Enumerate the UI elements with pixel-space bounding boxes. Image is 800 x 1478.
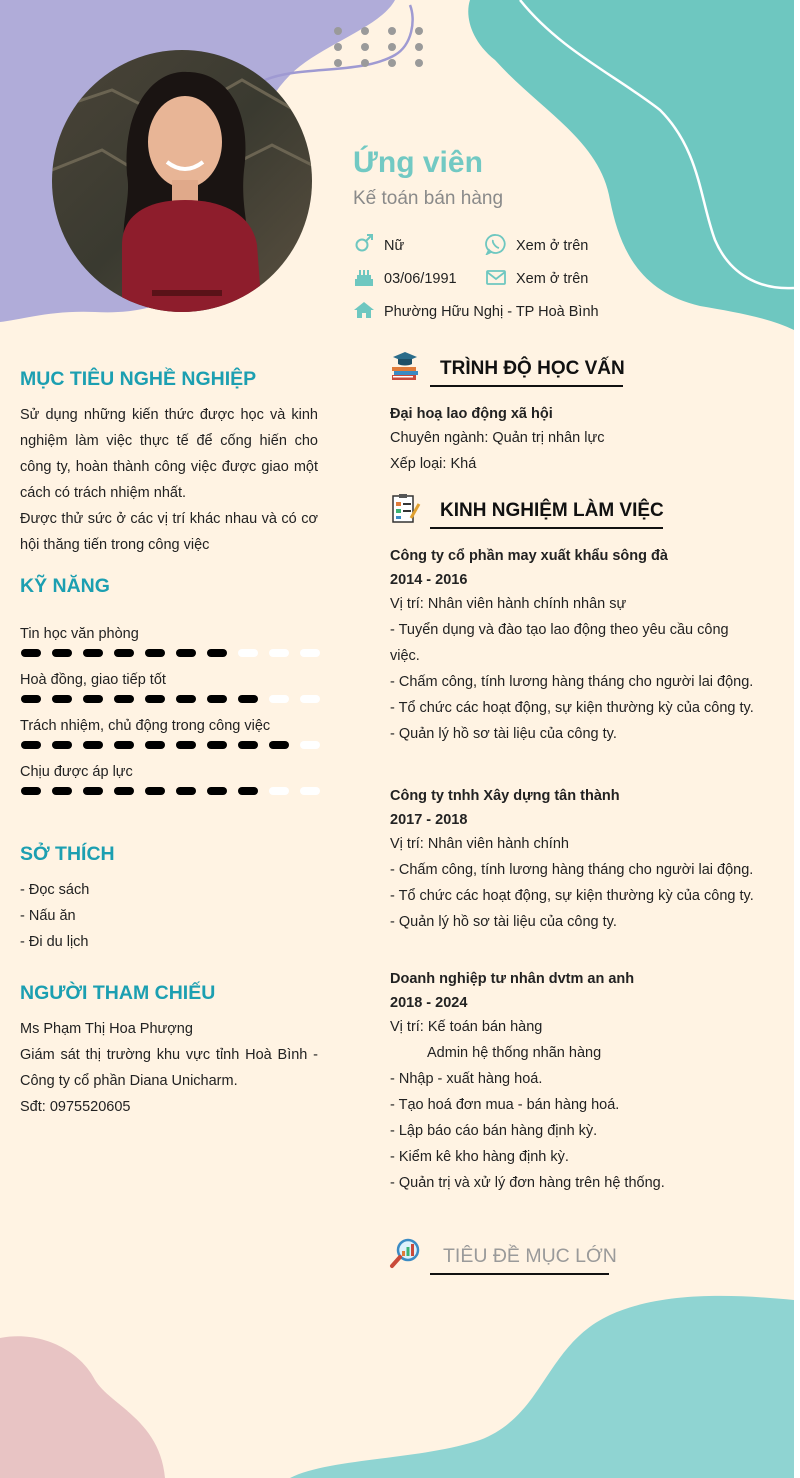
- job-line: - Tạo hoá đơn mua - bán hàng hoá.: [390, 1097, 620, 1113]
- skill-dot-filled: [207, 741, 227, 749]
- reference-role: Công ty cổ phần Diana Unicharm.: [20, 1073, 238, 1089]
- company-name: Công ty tnhh Xây dựng tân thành: [390, 788, 620, 804]
- job-line: Vị trí: Nhân viên hành chính nhân sự: [390, 596, 627, 612]
- skill-dot-empty: [300, 649, 320, 657]
- grade: Xếp loại: Khá: [390, 456, 477, 472]
- skill-dot-filled: [52, 787, 72, 795]
- major: Chuyên ngành: Quản trị nhân lực: [390, 430, 605, 446]
- job-line: - Quản trị và xử lý đơn hàng trên hệ thống.: [390, 1175, 665, 1191]
- job-line: - Tổ chức các hoạt động, sự kiện thường kỳ của công ty.: [390, 700, 754, 716]
- job-line: Vị trí: Kế toán bán hàng: [390, 1019, 543, 1035]
- job-line: - Quản lý hồ sơ tài liệu của công ty.: [390, 914, 617, 930]
- skill-rating: [20, 693, 325, 705]
- magnifier-chart-icon: [389, 1237, 421, 1269]
- skill-dot-filled: [21, 649, 41, 657]
- section-title-extra: TIÊU ĐỀ MỤC LỚN: [443, 1245, 617, 1267]
- gender-value: Nữ: [384, 238, 405, 254]
- job-line: - Nhập - xuất hàng hoá.: [390, 1071, 543, 1087]
- job-line: - Lập báo cáo bán hàng định kỳ.: [390, 1123, 598, 1139]
- skill-dot-empty: [300, 741, 320, 749]
- objective-line: Sử dụng những kiến thức được học và kinh: [20, 407, 318, 423]
- reference-role: Giám sát thị trường khu vực tỉnh Hoà Bình -: [20, 1047, 318, 1063]
- education-books-icon: [389, 350, 421, 382]
- home-icon: [353, 299, 375, 321]
- skill-dot-filled: [176, 741, 196, 749]
- title-underline: [430, 385, 623, 387]
- skill-dot-filled: [52, 695, 72, 703]
- job-period: 2014 - 2016: [390, 572, 468, 588]
- skill-dot-filled: [176, 787, 196, 795]
- objective-line: công ty, hoàn thành công việc được giao một: [20, 459, 318, 475]
- skill-dot-empty: [238, 649, 258, 657]
- hobby-item: - Đi du lịch: [20, 934, 89, 950]
- job-line: Vị trí: Nhân viên hành chính: [390, 836, 569, 852]
- skill-dot-filled: [145, 741, 165, 749]
- company-name: Công ty cổ phần may xuất khẩu sông đà: [390, 548, 668, 564]
- skill-dot-filled: [269, 741, 289, 749]
- hobby-item: - Nấu ăn: [20, 908, 76, 924]
- hobbies-list: [20, 877, 89, 955]
- decorative-dots: [330, 24, 430, 72]
- skill-dot-empty: [269, 787, 289, 795]
- skill-dot-filled: [83, 741, 103, 749]
- gender-icon: [353, 233, 375, 255]
- skill-dot-filled: [207, 649, 227, 657]
- skill-dot-filled: [176, 695, 196, 703]
- phone-value: Xem ở trên: [516, 238, 589, 254]
- skill-dot-filled: [52, 649, 72, 657]
- job-line: - Tuyển dụng và đào tạo lao động theo yêu cầu công: [390, 622, 729, 638]
- skill-dot-filled: [52, 741, 72, 749]
- candidate-name: Ứng viên: [353, 146, 483, 179]
- skill-dot-filled: [145, 787, 165, 795]
- objective-line: hội thăng tiến trong công việc: [20, 537, 210, 553]
- section-title-skills: KỸ NĂNG: [20, 575, 110, 597]
- skill-dot-filled: [207, 695, 227, 703]
- job-line: - Kiểm kê kho hàng định kỳ.: [390, 1149, 569, 1165]
- skill-dot-filled: [238, 741, 258, 749]
- skill-dot-empty: [300, 787, 320, 795]
- objective-line: cách có trách nhiệm nhất.: [20, 485, 187, 501]
- job-period: 2018 - 2024: [390, 995, 468, 1011]
- objective-text: [20, 402, 318, 558]
- experience-clipboard-icon: [389, 492, 421, 524]
- reference-name: Ms Phạm Thị Hoa Phượng: [20, 1021, 193, 1037]
- job-line: Admin hệ thống nhãn hàng: [427, 1045, 602, 1061]
- skill-rating: [20, 739, 325, 751]
- avatar: [52, 50, 312, 312]
- skill-dot-filled: [114, 695, 134, 703]
- skill-dot-filled: [114, 787, 134, 795]
- skill-dot-filled: [114, 741, 134, 749]
- job-line: - Tổ chức các hoạt động, sự kiện thường kỳ của công ty.: [390, 888, 754, 904]
- company-name: Doanh nghiệp tư nhân dvtm an anh: [390, 971, 635, 987]
- job-title: Kế toán bán hàng: [353, 188, 504, 209]
- whatsapp-icon: [485, 233, 507, 255]
- skill-dot-empty: [269, 649, 289, 657]
- skill-rating: [20, 785, 325, 797]
- job-line: - Chấm công, tính lương hàng tháng cho người lai động.: [390, 674, 754, 690]
- objective-line: nghiệm làm việc thực tế để cống hiến cho: [20, 433, 318, 449]
- objective-line: Được thử sức ở các vị trí khác nhau và có cơ: [20, 511, 318, 527]
- envelope-icon: [485, 266, 507, 288]
- skill-dot-filled: [114, 649, 134, 657]
- section-title-education: TRÌNH ĐỘ HỌC VẤN: [440, 358, 625, 379]
- section-title-reference: NGƯỜI THAM CHIẾU: [20, 982, 216, 1004]
- skill-dot-filled: [145, 695, 165, 703]
- birthday-value: 03/06/1991: [384, 271, 457, 287]
- title-underline: [430, 527, 663, 529]
- hobby-item: - Đọc sách: [20, 882, 90, 898]
- reference-block: [20, 1016, 318, 1120]
- skill-dot-filled: [238, 695, 258, 703]
- reference-phone: Sđt: 0975520605: [20, 1099, 131, 1115]
- skill-dot-filled: [83, 695, 103, 703]
- skill-dot-filled: [21, 695, 41, 703]
- job-line: việc.: [390, 648, 420, 664]
- section-title-hobbies: SỞ THÍCH: [20, 843, 115, 865]
- skill-dot-filled: [83, 787, 103, 795]
- skill-dot-empty: [300, 695, 320, 703]
- skill-dot-filled: [83, 649, 103, 657]
- section-title-experience: KINH NGHIỆM LÀM VIỆC: [440, 500, 664, 521]
- skill-dot-empty: [269, 695, 289, 703]
- skill-dot-filled: [21, 741, 41, 749]
- email-value: Xem ở trên: [516, 271, 589, 287]
- title-underline: [430, 1273, 609, 1275]
- job-line: - Quản lý hồ sơ tài liệu của công ty.: [390, 726, 617, 742]
- skill-label: Tin học văn phòng: [20, 626, 139, 642]
- skill-label: Hoà đồng, giao tiếp tốt: [20, 672, 166, 688]
- skill-dot-filled: [238, 787, 258, 795]
- skill-dot-filled: [145, 649, 165, 657]
- cake-icon: [353, 266, 375, 288]
- job-line: - Chấm công, tính lương hàng tháng cho người lai động.: [390, 862, 754, 878]
- address-value: Phường Hữu Nghị - TP Hoà Bình: [384, 304, 599, 320]
- skill-dot-filled: [207, 787, 227, 795]
- school-name: Đại hoạ lao động xã hội: [390, 406, 553, 422]
- skill-dot-filled: [176, 649, 196, 657]
- skill-label: Chịu được áp lực: [20, 764, 133, 780]
- job-period: 2017 - 2018: [390, 812, 468, 828]
- skill-dot-filled: [21, 787, 41, 795]
- section-title-objective: MỤC TIÊU NGHỀ NGHIỆP: [20, 368, 257, 390]
- skill-label: Trách nhiệm, chủ động trong công việc: [20, 718, 271, 734]
- skill-rating: [20, 647, 325, 659]
